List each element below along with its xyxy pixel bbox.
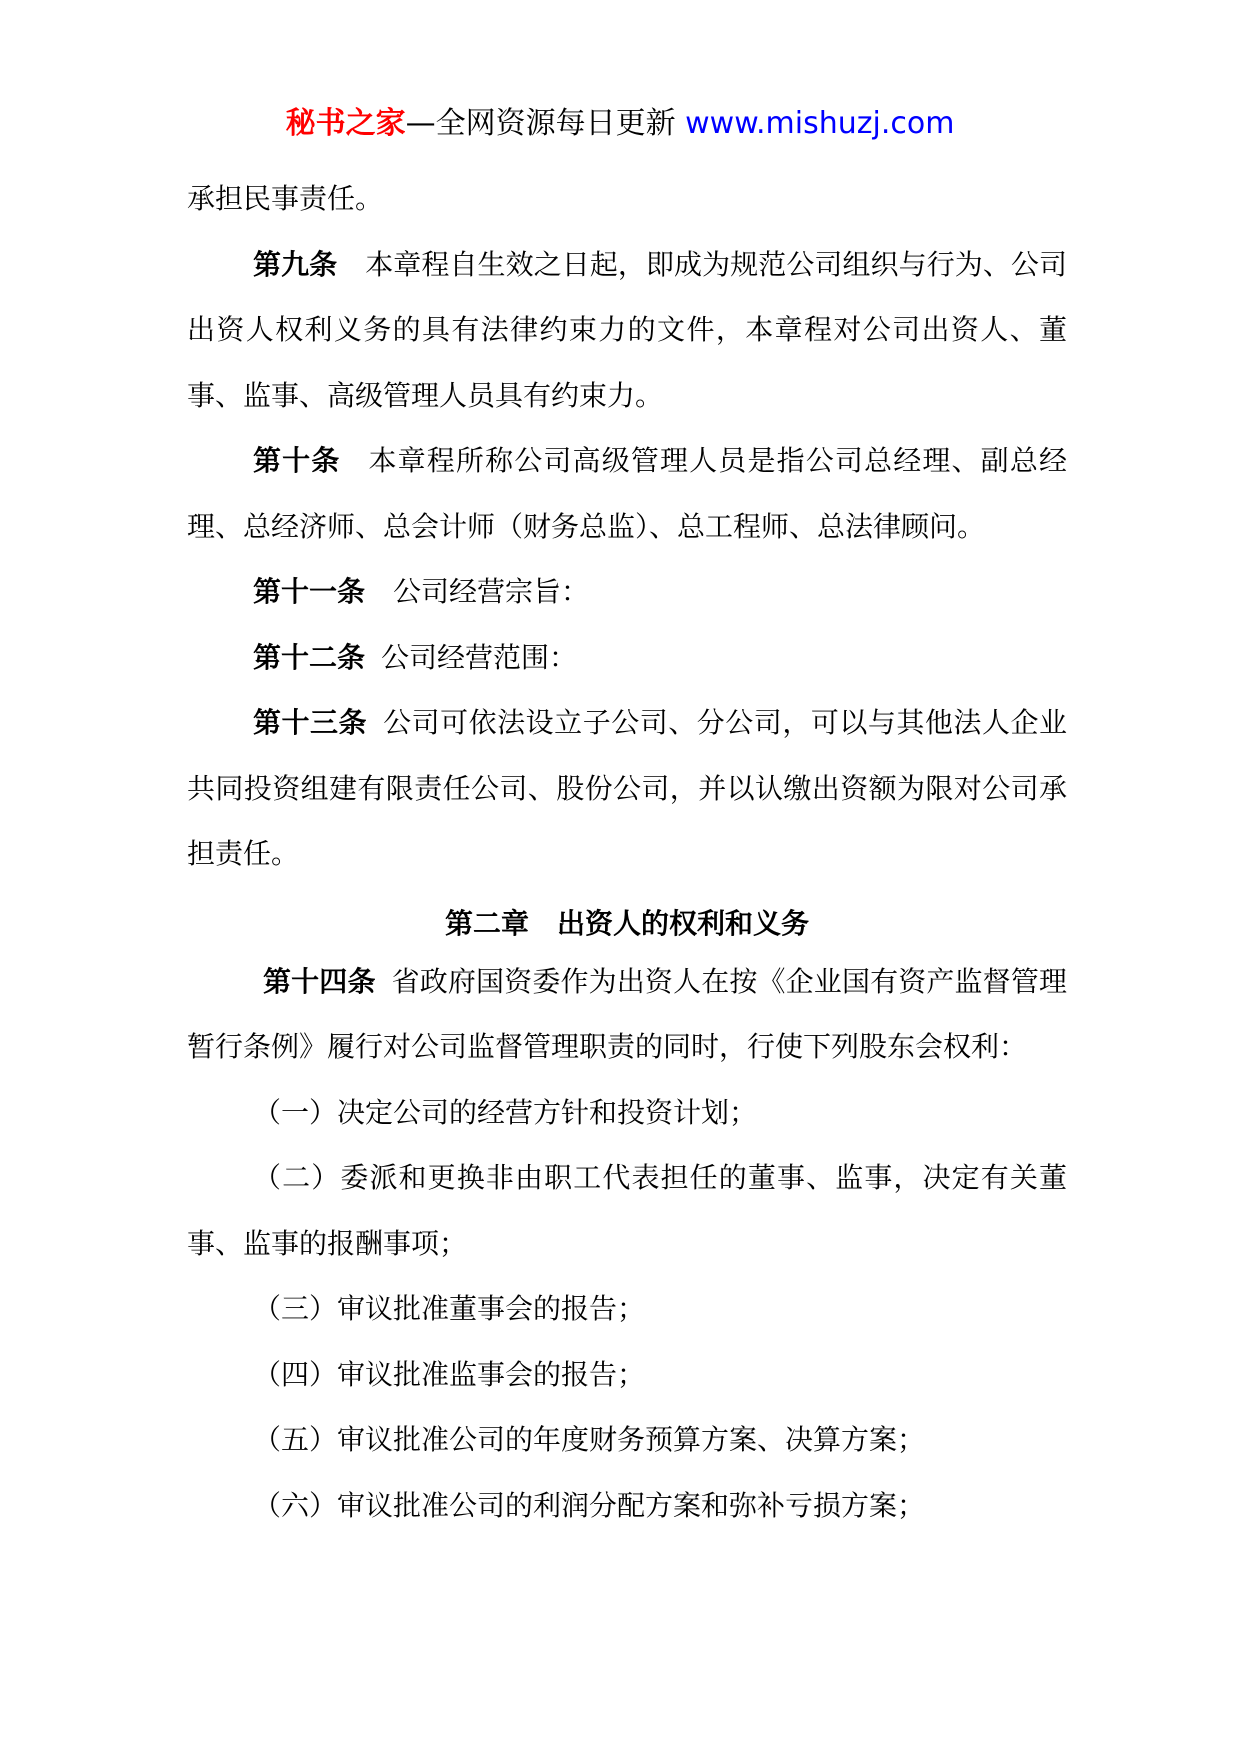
list-item: （六）审议批准公司的利润分配方案和弥补亏损方案； [253,1488,926,1522]
article-number: 第十四条 [263,964,376,998]
article-number: 第十二条 [253,640,366,674]
list-item: （四）审议批准监事会的报告； [253,1357,646,1391]
header-dash: — [405,106,436,141]
article-text: 公司经营范围： [381,640,578,674]
article-number: 第十条 [253,444,341,477]
list-item: （二）委派和更换非由职工代表担任的董事、监事，决定有关董事、监事的报酬事项； [187,1161,1067,1260]
header-url-link[interactable]: www.mishuzj.com [685,106,955,141]
article-text: 本章程自生效之日起，即成为规范公司组织与行为、公司出资人权利义务的具有法律约束力的文件，本章程对公司出资人、董事、监事、高级管理人员具有约束力。 [187,247,1067,412]
list-item: （五）审议批准公司的年度财务预算方案、决算方案； [253,1423,926,1456]
article-text: 本章程所称公司高级管理人员是指公司总经理、副总经理、总经济师、总会计师（财务总监）、总工程师、总法律顾问。 [187,444,1067,543]
header-brand: 秘书之家 [285,106,406,141]
article-text: 公司可依法设立子公司、分公司，可以与其他法人企业共同投资组建有限责任公司、股份公司，并以认缴出资额为限对公司承担责任。 [187,706,1067,870]
article-11 [187,559,1067,625]
article-number: 第十三条 [253,706,368,739]
chapter-title: 出资人的权利和义务 [557,906,810,940]
document-body [187,166,1067,1538]
chapter-number: 第二章 [444,906,529,940]
list-item: （一）决定公司的经营方针和投资计划； [253,1095,758,1129]
header-slogan: 全网资源每日更新 [435,106,686,141]
list-item: （三）审议批准董事会的报告； [253,1292,646,1325]
article-number: 第十一条 [253,575,366,608]
article-number: 第九条 [253,247,338,281]
page-header [0,100,1240,148]
article-text: 省政府国资委作为出资人在按《企业国有资产监督管理暂行条例》履行对公司监督管理职责的同时，行使下列股东会权利： [187,964,1067,1063]
article-text: 公司经营宗旨： [393,575,590,608]
paragraph-continuation: 承担民事责任。 [187,182,384,215]
article-13 [187,690,1067,887]
article-10 [187,428,1067,559]
article-14 [187,949,1067,1080]
article-12 [187,625,1067,691]
chapter-heading [187,887,1067,949]
article-9 [187,232,1067,429]
